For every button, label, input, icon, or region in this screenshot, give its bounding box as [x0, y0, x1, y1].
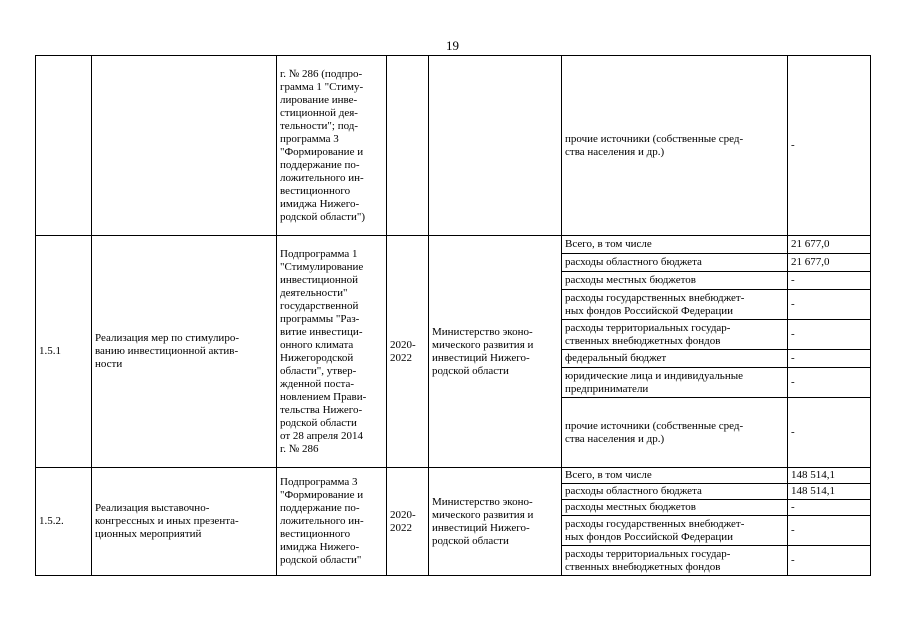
source-value: - — [788, 272, 871, 290]
program-table — [35, 55, 871, 576]
source-value: - — [788, 398, 871, 468]
source-label: прочие источники (собственные сред- ства населения и др.) — [562, 398, 788, 468]
source-label: расходы областного бюджета — [562, 254, 788, 272]
row-number-cell — [36, 56, 92, 236]
source-value: 148 514,1 — [788, 468, 871, 484]
source-value: - — [788, 546, 871, 576]
source-label: расходы территориальных государ- ственных внебюджетных фондов — [562, 320, 788, 350]
activity-name-cell — [92, 56, 277, 236]
row-number-cell: 1.5.1 — [36, 236, 92, 468]
source-label: федеральный бюджет — [562, 350, 788, 368]
source-label: юридические лица и индивидуальные предприниматели — [562, 368, 788, 398]
program-cell — [277, 56, 387, 236]
source-label: расходы государственных внебюджет- ных фондов Российской Федерации — [562, 290, 788, 320]
program-text: г. № 286 (подпро- грамма 1 "Стиму- лирование инве- стиционной дея- тельности"; под- программа 3 "Формирование и поддержание по- ложительного ин- вестиционного имиджа Нижего- родской области") — [280, 67, 366, 223]
source-label: расходы областного бюджета — [562, 484, 788, 500]
activity-name-cell: Реализация мер по стимулиро- ванию инвестиционной актив- ности — [92, 236, 277, 468]
source-label: прочие источники (собственные сред- ства населения и др.) — [562, 56, 788, 236]
source-value: - — [788, 516, 871, 546]
source-label: расходы местных бюджетов — [562, 272, 788, 290]
source-label: расходы территориальных государ- ственных внебюджетных фондов — [562, 546, 788, 576]
period-cell: 2020- 2022 — [387, 468, 429, 576]
row-number-cell: 1.5.2. — [36, 468, 92, 576]
table-row — [36, 236, 871, 254]
table-row — [36, 56, 871, 236]
source-value: 21 677,0 — [788, 236, 871, 254]
source-label: расходы государственных внебюджет- ных фондов Российской Федерации — [562, 516, 788, 546]
source-value: 21 677,0 — [788, 254, 871, 272]
source-value: 148 514,1 — [788, 484, 871, 500]
page-number: 19 — [446, 38, 459, 53]
source-value: - — [788, 290, 871, 320]
source-label: расходы местных бюджетов — [562, 500, 788, 516]
source-value: - — [788, 56, 871, 236]
activity-name-cell: Реализация выставочно- конгрессных и иных презента- ционных мероприятий — [92, 468, 277, 576]
executor-cell: Министерство эконо- мического развития и инвестиций Нижего- родской области — [429, 468, 562, 576]
period-cell — [387, 56, 429, 236]
source-label: Всего, в том числе — [562, 236, 788, 254]
executor-cell: Министерство эконо- мического развития и инвестиций Нижего- родской области — [429, 236, 562, 468]
source-value: - — [788, 320, 871, 350]
source-label: Всего, в том числе — [562, 468, 788, 484]
program-cell: Подпрограмма 1 "Стимулирование инвестиционной деятельности" государственной программы "Раз- витие инвестици- онного климата Нижегородской области", утвер- жденной поста- новлением Прави- тельства Нижего- родской области от 28 апреля 2014 г. № 286 — [277, 236, 387, 468]
period-cell: 2020- 2022 — [387, 236, 429, 468]
executor-cell — [429, 56, 562, 236]
source-value: - — [788, 368, 871, 398]
source-value: - — [788, 350, 871, 368]
program-cell: Подпрограмма 3 "Формирование и поддержание по- ложительного ин- вестиционного имиджа Нижего- родской области" — [277, 468, 387, 576]
table-row — [36, 468, 871, 484]
source-value: - — [788, 500, 871, 516]
